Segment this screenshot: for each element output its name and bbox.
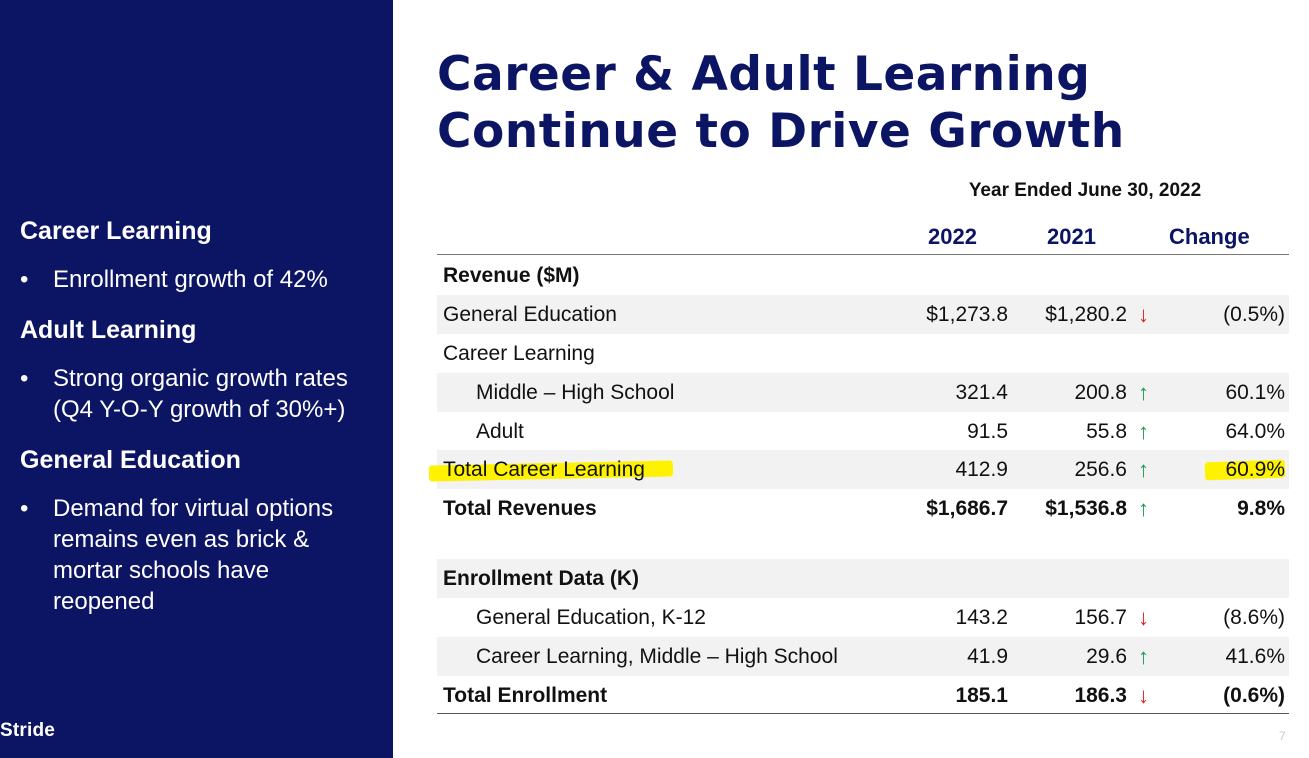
header-divider: [437, 254, 1289, 255]
sidebar-panel: [0, 0, 393, 758]
value-2022: 41.9: [967, 645, 1008, 668]
table-row: [437, 295, 1289, 334]
bullet-career-learning: [20, 264, 370, 295]
value-2021: 29.6: [1086, 645, 1127, 668]
value-2022: 321.4: [955, 381, 1008, 404]
value-2021: 55.8: [1086, 420, 1127, 443]
bullet-dot: •: [20, 365, 29, 392]
slide-title: [437, 46, 1297, 160]
down-arrow-icon: ↓: [1138, 683, 1149, 708]
change-value: 41.6%: [1225, 645, 1285, 668]
table-row: [437, 412, 1289, 451]
bullet-text: Demand for virtual options remains even as brick & mortar schools have reopened: [53, 495, 334, 615]
value-2022: 91.5: [967, 420, 1008, 443]
change-value: (8.6%): [1223, 606, 1285, 629]
value-2021: 200.8: [1074, 381, 1127, 404]
page-number: 7: [1279, 729, 1286, 743]
change-value: 60.9%: [1225, 458, 1285, 481]
table-row-revenue-heading: [437, 256, 1289, 295]
down-arrow-icon: ↓: [1138, 302, 1149, 327]
value-2022: 185.1: [955, 684, 1008, 707]
bullet-dot: •: [20, 266, 29, 293]
bullet-text: Strong organic growth rates (Q4 Y-O-Y growth of 30%+): [53, 365, 348, 423]
bullet-adult-learning: [20, 363, 370, 425]
table-period-header: Year Ended June 30, 2022: [968, 180, 1202, 201]
value-2021: $1,536.8: [1045, 497, 1127, 520]
table-row: [437, 373, 1289, 412]
row-label: Enrollment Data (K): [443, 567, 640, 590]
table-row: [437, 334, 1289, 373]
row-label: Total Career Learning: [443, 458, 645, 481]
table-row-total-revenues: [437, 489, 1289, 528]
title-line-1: Career & Adult Learning: [437, 47, 1091, 102]
section-heading-general-education: General Education: [20, 446, 241, 474]
row-label: Total Revenues: [443, 497, 597, 520]
column-header-2021: 2021: [1047, 224, 1096, 249]
up-arrow-icon: ↑: [1138, 644, 1149, 669]
table-bottom-divider: [437, 713, 1289, 714]
row-label: Revenue ($M): [443, 264, 580, 287]
bullet-text: Enrollment growth of 42%: [53, 266, 328, 293]
column-header-2022: 2022: [928, 224, 977, 249]
up-arrow-icon: ↑: [1138, 457, 1149, 482]
change-value: 64.0%: [1225, 420, 1285, 443]
bullet-dot: •: [20, 495, 29, 522]
table-row: [437, 637, 1289, 676]
value-2022: $1,273.8: [926, 303, 1008, 326]
bullet-general-education: [20, 493, 370, 617]
value-2021: 156.7: [1074, 606, 1127, 629]
change-value: (0.5%): [1223, 303, 1285, 326]
value-2022: $1,686.7: [926, 497, 1008, 520]
sidebar-content: [20, 214, 370, 635]
row-label: Middle – High School: [476, 381, 675, 404]
value-2022: 412.9: [955, 458, 1008, 481]
change-value: 60.1%: [1225, 381, 1285, 404]
up-arrow-icon: ↑: [1138, 419, 1149, 444]
title-line-2: Continue to Drive Growth: [437, 104, 1125, 159]
row-label: General Education, K-12: [476, 606, 706, 629]
value-2022: 143.2: [955, 606, 1008, 629]
section-heading-career-learning: Career Learning: [20, 217, 212, 245]
up-arrow-icon: ↑: [1138, 380, 1149, 405]
change-value: (0.6%): [1223, 684, 1285, 707]
change-value: 9.8%: [1237, 497, 1285, 520]
row-label: General Education: [443, 303, 617, 326]
row-label: Career Learning: [443, 342, 595, 365]
value-2021: 186.3: [1074, 684, 1127, 707]
row-label: Total Enrollment: [443, 684, 608, 707]
table-row-total-career-learning: [437, 450, 1289, 489]
column-header-change: Change: [1169, 224, 1250, 249]
value-2021: 256.6: [1074, 458, 1127, 481]
stride-logo: Stride: [0, 720, 56, 741]
down-arrow-icon: ↓: [1138, 605, 1149, 630]
table-row-enrollment-heading: [437, 559, 1289, 598]
section-heading-adult-learning: Adult Learning: [20, 316, 197, 344]
row-label: Career Learning, Middle – High School: [476, 645, 838, 668]
value-2021: $1,280.2: [1045, 303, 1127, 326]
row-label: Adult: [476, 420, 524, 443]
table-row: [437, 598, 1289, 637]
table-row-total-enrollment: [437, 676, 1289, 715]
up-arrow-icon: ↑: [1138, 496, 1149, 521]
